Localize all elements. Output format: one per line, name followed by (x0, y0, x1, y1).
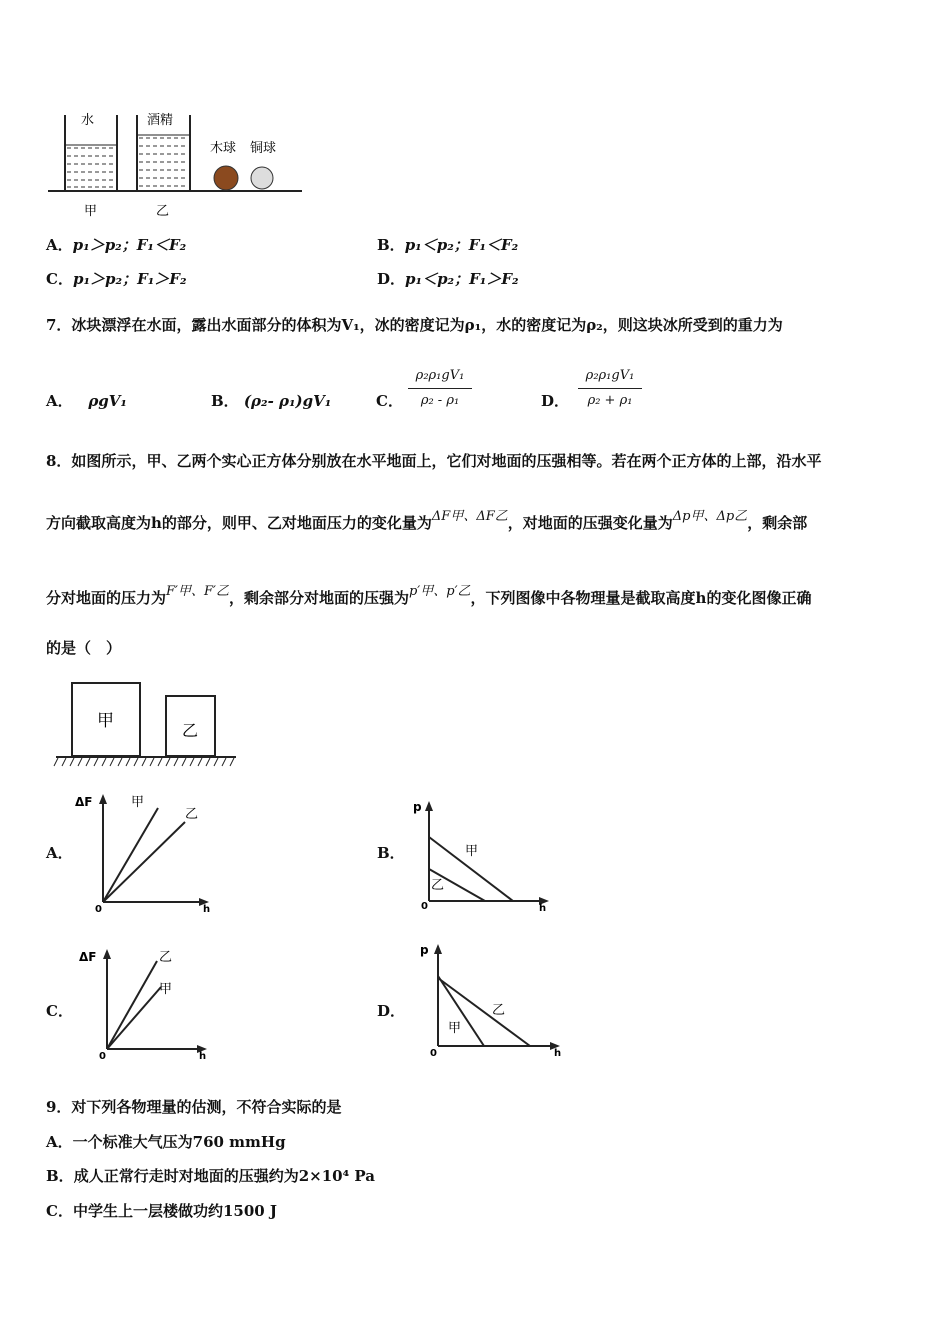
yi-label: 乙 (156, 204, 170, 219)
graph-c-x-label: h (199, 1051, 207, 1062)
q8-stem-line2: 方向截取高度为h的部分，则甲、乙对地面压力的变化量为ΔF甲、ΔF乙，对地面的压强变化量为Δp甲、Δp乙，剩余部 (46, 509, 808, 532)
q6-figure (40, 100, 320, 225)
graph-a-line2-label: 乙 (185, 807, 199, 822)
graph-d-line2-label: 甲 (448, 1021, 462, 1036)
graph-c-line2-label: 甲 (159, 982, 173, 997)
jia-label: 甲 (84, 204, 98, 219)
q7-option-d-denominator: ρ₂ + ρ₁ (587, 393, 633, 408)
q8-graph-d[interactable] (412, 938, 572, 1060)
q9-option-b[interactable]: B．成人正常行走时对地面的压强约为2×10⁴ Pa (46, 1167, 375, 1185)
q8-cubes-figure (52, 678, 242, 770)
graph-a-x-label: h (203, 904, 211, 915)
wood-ball-label: 木球 (210, 141, 237, 156)
q6-option-d[interactable]: D．p₁＜p₂；F₁＞F₂ (377, 270, 519, 288)
graph-d-x-label: h (554, 1048, 562, 1059)
q7-stem: 7．冰块漂浮在水面，露出水面部分的体积为V₁，冰的密度记为ρ₁，水的密度记为ρ₂，则这块冰所受到的重力为 (46, 316, 783, 334)
q8-option-b-label[interactable]: B． (377, 844, 405, 862)
q8-graph-a[interactable] (75, 790, 215, 915)
q7-option-d-label[interactable]: D． (541, 392, 570, 410)
graph-a-origin: 0 (95, 904, 102, 915)
q9-option-a[interactable]: A．一个标准大气压为760 mmHg (46, 1133, 286, 1151)
q6-option-c[interactable]: C．p₁＞p₂；F₁＞F₂ (46, 270, 187, 288)
q7-option-c-denominator: ρ₂ - ρ₁ (420, 393, 460, 408)
graph-d-origin: 0 (430, 1048, 437, 1059)
q7-option-c-label[interactable]: C． (376, 392, 403, 410)
q8-option-d-label[interactable]: D． (377, 1002, 406, 1020)
q8-graph-b[interactable] (405, 795, 555, 915)
q8-graph-c[interactable] (75, 945, 215, 1065)
q7-option-b[interactable]: B． (ρ₂- ρ₁)gV₁ (211, 392, 332, 410)
q8-option-c-label[interactable]: C． (46, 1002, 73, 1020)
graph-a-line1-label: 甲 (131, 795, 145, 810)
q6-option-a[interactable]: A．p₁＞p₂；F₁＜F₂ (46, 236, 187, 254)
graph-b-line1-label: 甲 (465, 844, 479, 859)
q9-stem: 9．对下列各物理量的估测，不符合实际的是 (46, 1098, 342, 1116)
q8-stem-line4: 的是（ ） (46, 639, 122, 657)
water-label: 水 (81, 113, 95, 128)
q7-option-d-fraction-bar (578, 388, 642, 389)
cube-yi-label: 乙 (182, 721, 199, 740)
q9-option-c[interactable]: C．中学生上一层楼做功约1500 J (46, 1202, 278, 1220)
q8-stem-line1: 8．如图所示，甲、乙两个实心正方体分别放在水平地面上，它们对地面的压强相等。若在两个正方体的上部，沿水平 (46, 452, 822, 470)
graph-a-y-label: ΔF (75, 795, 93, 809)
graph-d-y-label: p (420, 943, 429, 957)
q8-stem-line3: 分对地面的压力为F′甲、F′乙，剩余部分对地面的压强为p′甲、p′乙，下列图像中各物理量是截取高度h的变化图像正确 (46, 584, 812, 607)
q7-option-d-numerator: ρ₂ρ₁gV₁ (585, 368, 635, 383)
graph-d-line1-label: 乙 (492, 1003, 506, 1018)
q7-option-a[interactable]: A． ρgV₁ (46, 392, 127, 410)
graph-c-line1-label: 乙 (159, 950, 173, 965)
q8-option-a-label[interactable]: A． (46, 844, 73, 862)
q6-option-b[interactable]: B．p₁＜p₂；F₁＜F₂ (377, 236, 519, 254)
graph-b-line2-label: 乙 (431, 878, 445, 893)
alcohol-label: 酒精 (147, 113, 174, 128)
graph-c-y-label: ΔF (79, 950, 97, 964)
cube-jia-label: 甲 (97, 711, 114, 731)
graph-b-origin: 0 (421, 901, 428, 912)
graph-b-x-label: h (539, 903, 547, 914)
q7-option-c-numerator: ρ₂ρ₁gV₁ (415, 368, 465, 383)
copper-ball-label: 铜球 (250, 141, 277, 156)
graph-b-y-label: p (413, 800, 422, 814)
q7-option-c-fraction-bar (408, 388, 472, 389)
graph-c-origin: 0 (99, 1051, 106, 1062)
